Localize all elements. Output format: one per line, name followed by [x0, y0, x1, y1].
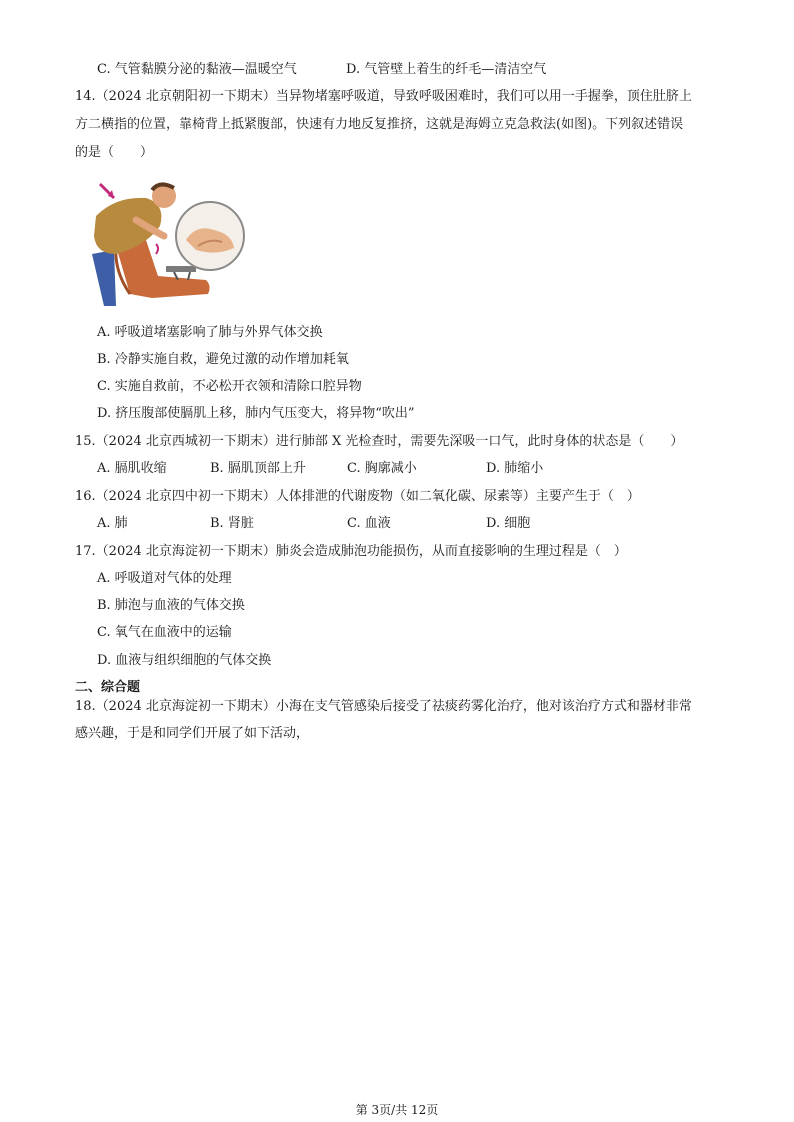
- q17-option-a: A. 呼吸道对气体的处理: [97, 571, 232, 586]
- q17-option-c: C. 氧气在血液中的运输: [97, 625, 232, 640]
- q14-stem-line-3: 的是（ ）: [75, 145, 154, 160]
- page-number-footer: 第 3页/共 12页: [355, 1103, 439, 1117]
- q17-option-b: B. 肺泡与血液的气体交换: [97, 598, 245, 613]
- q15-options-row: [97, 460, 544, 478]
- q18-stem-line-2: 感兴趣，于是和同学们开展了如下活动，: [75, 726, 310, 741]
- q17-stem: 17.（2024 北京海淀初一下期末）肺炎会造成肺泡功能损伤，从而直接影响的生理过程是（ ）: [75, 544, 627, 559]
- q16-option-d: D. 细胞: [486, 516, 531, 531]
- q17-option-d: D. 血液与组织细胞的气体交换: [97, 653, 272, 668]
- heimlich-self-rescue-illustration: [86, 176, 246, 308]
- q15-option-d: D. 肺缩小: [486, 461, 544, 476]
- q14-stem-line-1: 14.（2024 北京朝阳初一下期末）当异物堵塞呼吸道，导致呼吸困难时，我们可以用一手握拳，顶住肚脐上: [75, 89, 692, 104]
- q14-option-a: A. 呼吸道堵塞影响了肺与外界气体交换: [97, 325, 323, 340]
- q14-option-c: C. 实施自救前，不必松开衣领和清除口腔异物: [97, 379, 362, 394]
- q16-options-row: [97, 515, 531, 533]
- q14-stem-line-2: 方二横指的位置，靠椅背上抵紧腹部，快速有力地反复推挤，这就是海姆立克急救法(如图)。下列叙述错误: [75, 117, 684, 132]
- q16-stem: 16.（2024 北京四中初一下期末）人体排泄的代谢废物（如二氧化碳、尿素等）主要产生于（ ）: [75, 489, 640, 504]
- q15-option-a: A. 膈肌收缩: [97, 461, 167, 476]
- q13-options-row: [97, 61, 547, 79]
- q16-option-a: A. 肺: [97, 516, 128, 531]
- q14-option-d: D. 挤压腹部使膈肌上移，肺内气压变大，将异物“吹出”: [97, 406, 415, 421]
- section-heading-comprehensive: 二、综合题: [75, 680, 141, 695]
- q13-option-c: C. 气管黏膜分泌的黏液—温暖空气: [97, 62, 297, 77]
- q15-option-b: B. 膈肌顶部上升: [210, 461, 306, 476]
- q15-option-c: C. 胸廓减小: [347, 461, 417, 476]
- q15-stem: 15.（2024 北京西城初一下期末）进行肺部 X 光检查时，需要先深吸一口气，此时身体的状态是（ ）: [75, 434, 684, 449]
- q16-option-c: C. 血液: [347, 516, 391, 531]
- q18-stem-line-1: 18.（2024 北京海淀初一下期末）小海在支气管感染后接受了祛痰药雾化治疗，他对该治疗方式和器材非常: [75, 699, 692, 714]
- q13-option-d: D. 气管壁上着生的纤毛—清洁空气: [346, 62, 547, 77]
- q16-option-b: B. 肾脏: [210, 516, 254, 531]
- q14-option-b: B. 冷静实施自救，避免过激的动作增加耗氧: [97, 352, 349, 367]
